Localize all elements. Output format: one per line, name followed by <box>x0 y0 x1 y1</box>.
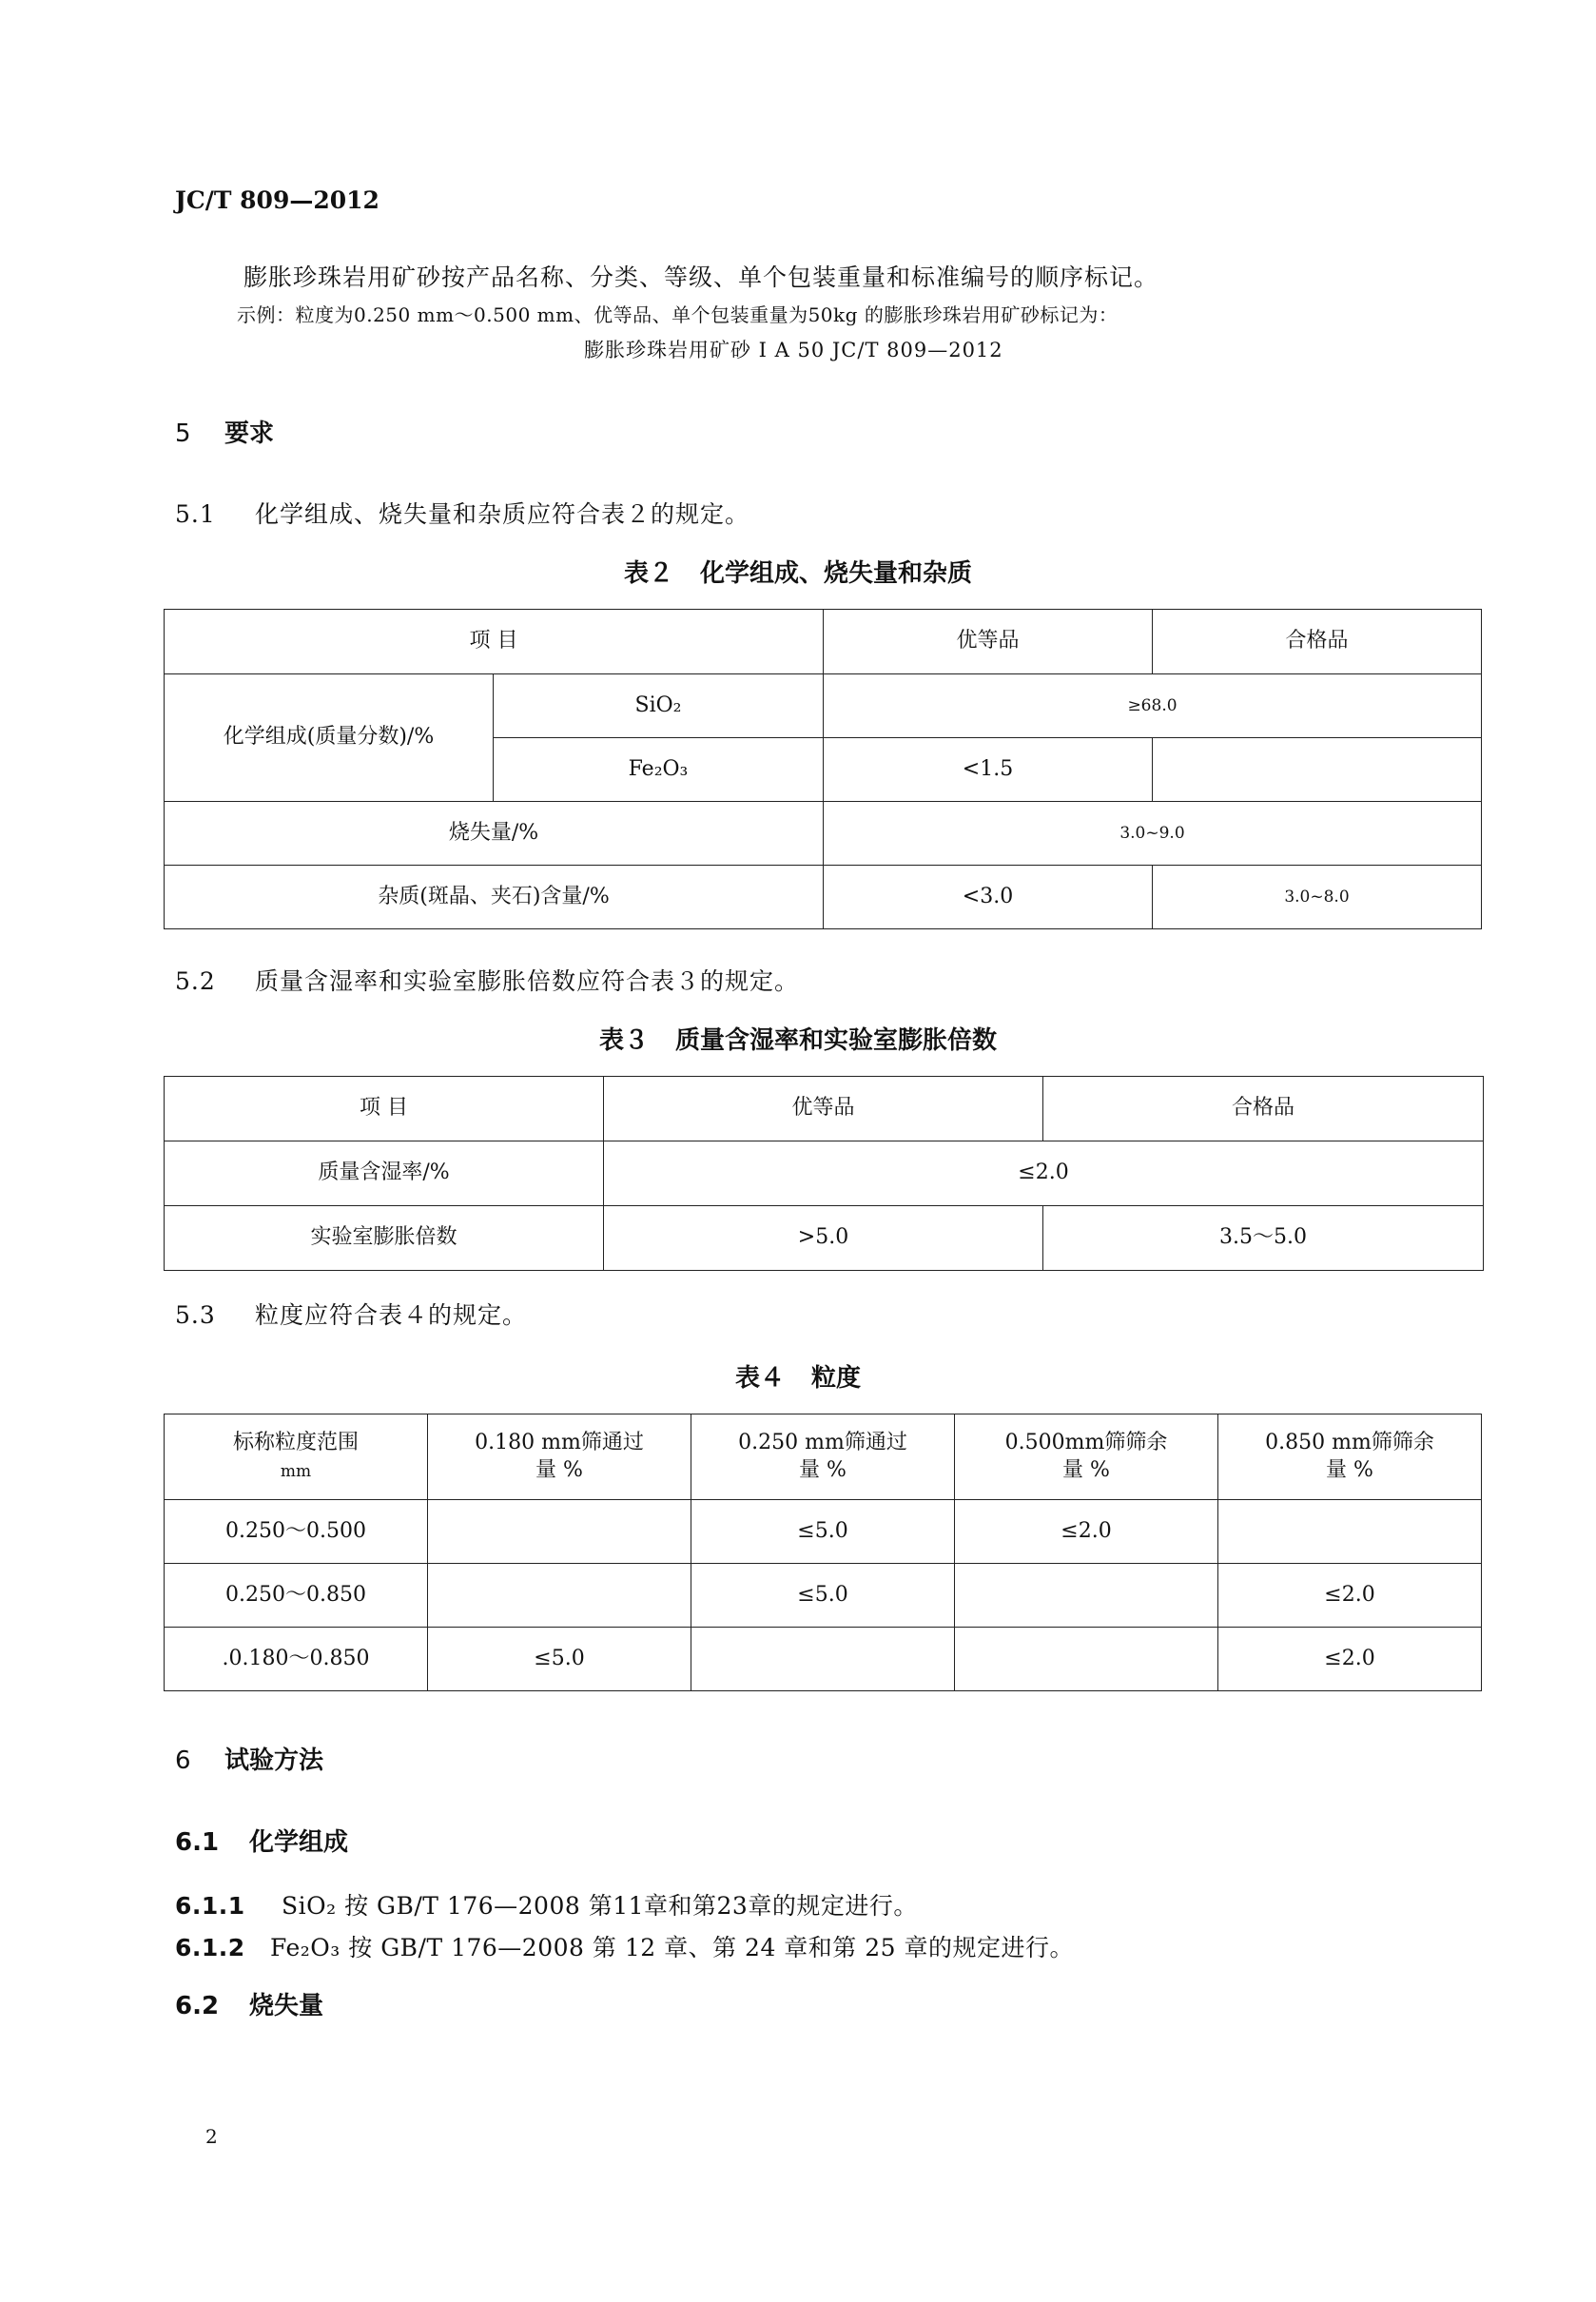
sio2-value: ≥68.0 <box>824 674 1482 738</box>
table-cell: ≤2.0 <box>1218 1628 1482 1691</box>
loss-on-ignition-value: 3.0~9.0 <box>824 802 1482 866</box>
table-cell <box>955 1628 1218 1691</box>
clause-5-2 <box>175 963 799 997</box>
table-cell <box>691 1628 955 1691</box>
clause-text: SiO₂ 按 GB/T 176—2008 第11章和第23章的规定进行。 <box>282 1892 918 1920</box>
header-nominal-range: 标称粒度范围 mm <box>165 1414 428 1500</box>
table-title: 化学组成、烧失量和杂质 <box>700 559 973 588</box>
table-cell: ≤2.0 <box>955 1500 1218 1564</box>
table-cell: ≤5.0 <box>691 1500 955 1564</box>
section-title: 要求 <box>224 419 275 448</box>
header-first-grade: 优等品 <box>604 1077 1043 1141</box>
section-number: 5 <box>175 419 191 448</box>
clause-5-1 <box>175 496 749 530</box>
table-cell: 0.250～0.850 <box>165 1564 428 1628</box>
clause-number: 6.1 <box>175 1828 220 1857</box>
header-item: 项 目 <box>165 1077 604 1141</box>
expansion-ratio-label: 实验室膨胀倍数 <box>165 1206 604 1271</box>
table-cell: ≤2.0 <box>1218 1564 1482 1628</box>
table-cell: 0.250～0.500 <box>165 1500 428 1564</box>
table-cell: ≤5.0 <box>691 1564 955 1628</box>
expansion-qualified: 3.5～5.0 <box>1043 1206 1484 1271</box>
fe2o3-label: Fe₂O₃ <box>494 738 824 802</box>
clause-number: 6.1.2 <box>175 1934 245 1961</box>
clause-text: Fe₂O₃ 按 GB/T 176—2008 第 12 章、第 24 章和第 25 章的规定进行。 <box>270 1934 1074 1961</box>
table-cell <box>955 1564 1218 1628</box>
table-title: 质量含湿率和实验室膨胀倍数 <box>675 1026 998 1055</box>
table-row <box>165 1628 1482 1691</box>
table-number: 表４ <box>734 1364 785 1393</box>
table-row <box>165 1500 1482 1564</box>
expansion-first-grade: >5.0 <box>604 1206 1043 1271</box>
table-cell <box>428 1500 691 1564</box>
table-number: 表２ <box>623 559 673 588</box>
header-sieve-0180: 0.180 mm筛通过 量 % <box>428 1414 691 1500</box>
header-sieve-0850: 0.850 mm筛筛余 量 % <box>1218 1414 1482 1500</box>
chem-composition-label: 化学组成(质量分数)/% <box>165 674 494 802</box>
sio2-label: SiO₂ <box>494 674 824 738</box>
impurity-label: 杂质(斑晶、夹石)含量/% <box>165 866 824 929</box>
clause-6-1-heading <box>175 1823 348 1858</box>
marking-example-mark: 膨胀珍珠岩用矿砂 I A 50 JC/T 809—2012 <box>584 339 1003 361</box>
table-cell: ≤5.0 <box>428 1628 691 1691</box>
clause-5-3 <box>175 1297 527 1331</box>
section-5-heading <box>175 414 274 449</box>
moisture-value: ≤2.0 <box>604 1141 1484 1206</box>
clause-number: 6.1.1 <box>175 1892 245 1920</box>
table-cell <box>428 1564 691 1628</box>
table-3 <box>164 1076 1484 1271</box>
table-number: 表３ <box>598 1026 649 1055</box>
clause-text: 粒度应符合表４的规定。 <box>255 1301 528 1329</box>
clause-number: 6.2 <box>175 1992 220 2020</box>
table-4 <box>164 1414 1482 1691</box>
clause-number: 5.3 <box>175 1301 216 1329</box>
standard-code-header: JC/T 809—2012 <box>175 186 380 214</box>
loss-on-ignition-label: 烧失量/% <box>165 802 824 866</box>
fe2o3-first-grade: <1.5 <box>824 738 1153 802</box>
marking-example: 示例：粒度为0.250 mm～0.500 mm、优等品、单个包装重量为50kg 的膨胀珍珠岩用矿砂标记为： <box>237 303 1119 326</box>
clause-title: 化学组成 <box>249 1828 349 1857</box>
clause-text: 化学组成、烧失量和杂质应符合表２的规定。 <box>255 500 750 528</box>
header-qualified: 合格品 <box>1043 1077 1484 1141</box>
header-sieve-0500: 0.500mm筛筛余 量 % <box>955 1414 1218 1500</box>
clause-number: 5.1 <box>175 500 216 528</box>
impurity-qualified: 3.0~8.0 <box>1153 866 1482 929</box>
table-row <box>165 1564 1482 1628</box>
section-6-heading <box>175 1741 323 1776</box>
moisture-label: 质量含湿率/% <box>165 1141 604 1206</box>
clause-number: 5.2 <box>175 967 216 995</box>
marking-paragraph: 膨胀珍珠岩用矿砂按产品名称、分类、等级、单个包装重量和标准编号的顺序标记。 <box>243 263 1159 291</box>
page-number: 2 <box>205 2125 218 2148</box>
table-cell <box>1218 1500 1482 1564</box>
table-2 <box>164 609 1482 929</box>
section-number: 6 <box>175 1746 191 1775</box>
clause-title: 烧失量 <box>249 1992 324 2020</box>
table-4-caption <box>0 1358 1596 1394</box>
header-item: 项 目 <box>165 610 824 674</box>
section-title: 试验方法 <box>224 1746 324 1775</box>
clause-6-1-1 <box>175 1887 918 1922</box>
table-cell: .0.180～0.850 <box>165 1628 428 1691</box>
table-2-caption <box>0 554 1596 589</box>
clause-6-2-heading <box>175 1986 323 2021</box>
fe2o3-qualified <box>1153 738 1482 802</box>
header-first-grade: 优等品 <box>824 610 1153 674</box>
clause-6-1-2 <box>175 1929 1074 1963</box>
header-sieve-0250: 0.250 mm筛通过 量 % <box>691 1414 955 1500</box>
header-qualified: 合格品 <box>1153 610 1482 674</box>
impurity-first-grade: <3.0 <box>824 866 1153 929</box>
clause-text: 质量含湿率和实验室膨胀倍数应符合表３的规定。 <box>255 967 800 995</box>
unit-label: mm <box>280 1461 312 1481</box>
table-3-caption <box>0 1021 1596 1056</box>
table-title: 粒度 <box>811 1364 862 1393</box>
